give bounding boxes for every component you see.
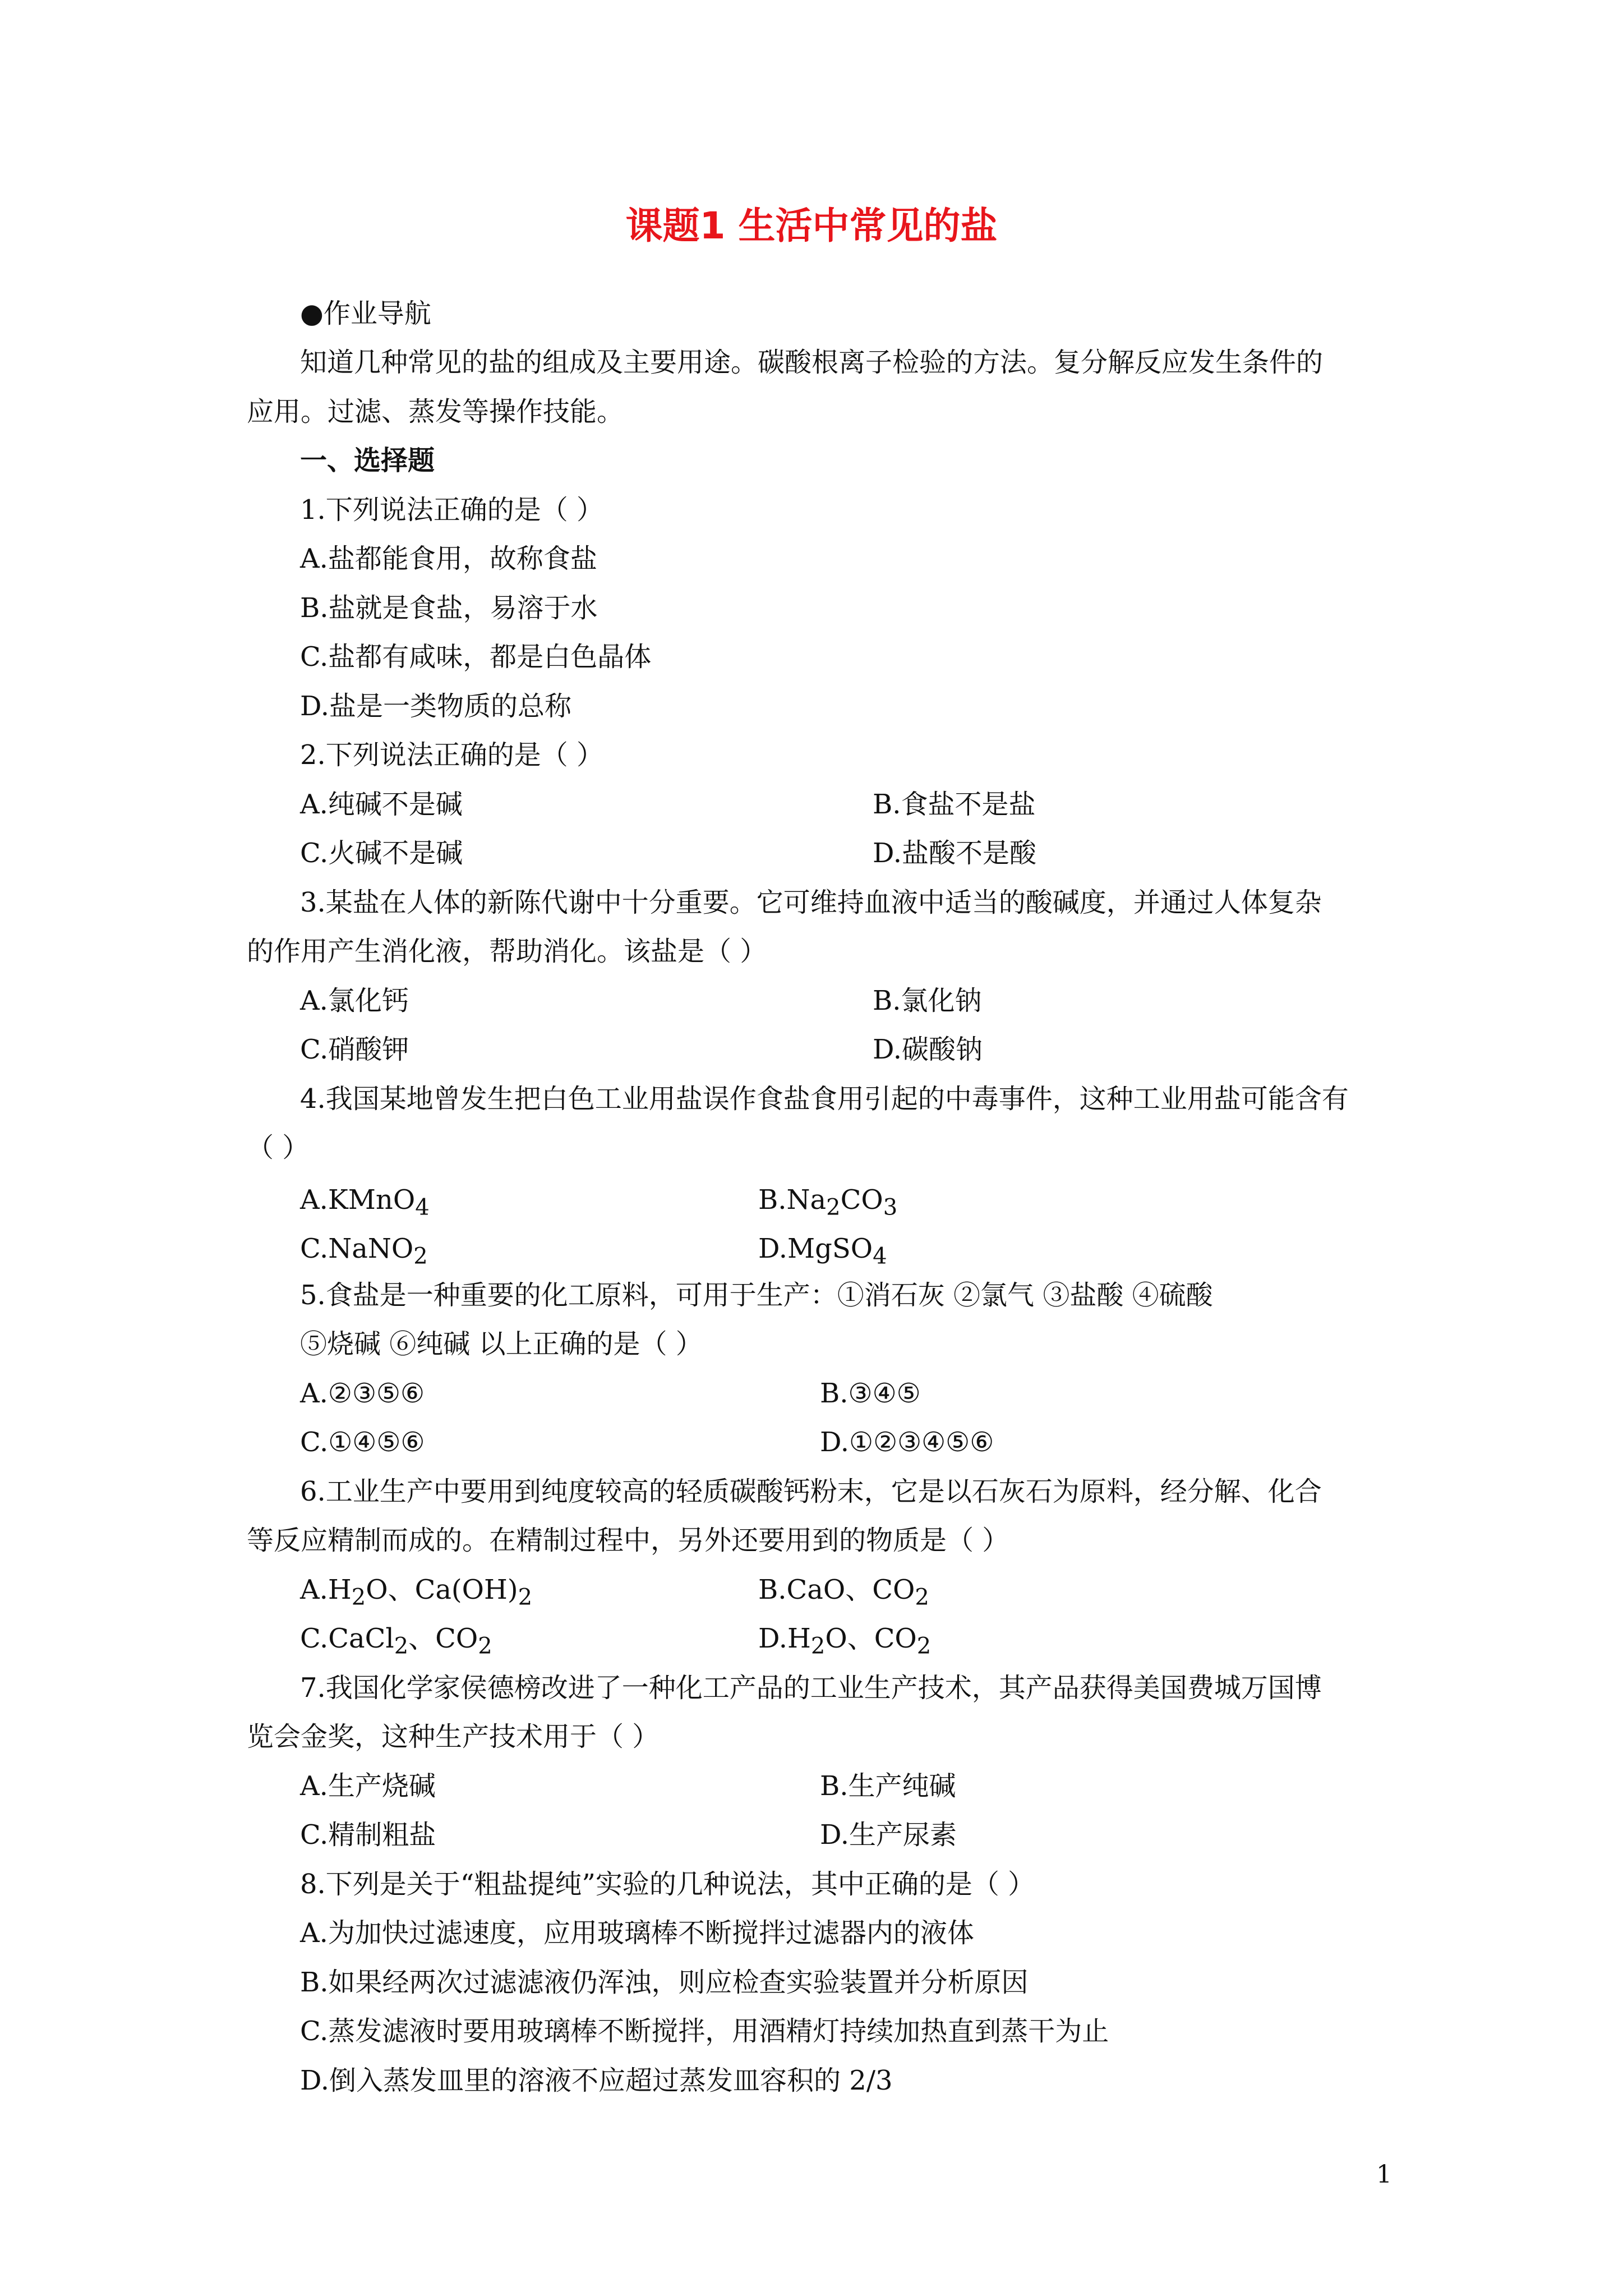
q3-stem-line-1: 3.某盐在人体的新陈代谢中十分重要。它可维持血液中适当的酸碱度，并通过人体复杂 <box>300 887 1322 918</box>
nav-heading: ●作业导航 <box>300 298 431 329</box>
q4-option-a: A.KMnO$_4$ <box>300 1184 430 1221</box>
q1-option-d: D.盐是一类物质的总称 <box>300 691 572 722</box>
q5-stem-line-1: 5.食盐是一种重要的化工原料，可用于生产：①消石灰 ②氯气 ③盐酸 ④硫酸 <box>300 1280 1213 1311</box>
q8-option-b: B.如果经两次过滤滤液仍浑浊，则应检查实验装置并分析原因 <box>300 1967 1029 1998</box>
q5-option-a: A.②③⑤⑥ <box>300 1378 425 1409</box>
q2-option-b: B.食盐不是盐 <box>873 789 1036 820</box>
q7-option-b: B.生产纯碱 <box>820 1770 956 1802</box>
q5-option-b: B.③④⑤ <box>820 1378 921 1409</box>
q2-stem: 2.下列说法正确的是（ ） <box>300 739 604 771</box>
q2-option-c: C.火碱不是碱 <box>300 838 463 869</box>
q1-option-a: A.盐都能食用，故称食盐 <box>300 543 597 574</box>
q6-stem-line-1: 6.工业生产中要用到纯度较高的轻质碳酸钙粉末，它是以石灰石为原料，经分解、化合 <box>300 1476 1322 1507</box>
q7-stem-line-2: 览会金奖，这种生产技术用于（ ） <box>247 1721 660 1752</box>
q2-option-d: D.盐酸不是酸 <box>873 838 1037 869</box>
q1-option-c: C.盐都有咸味，都是白色晶体 <box>300 641 652 673</box>
q6-stem-line-2: 等反应精制而成的。在精制过程中，另外还要用到的物质是（ ） <box>247 1525 1009 1556</box>
q3-option-a: A.氯化钙 <box>300 985 409 1016</box>
q6-option-a: $A.H_2O$、$Ca(OH)_2$ <box>300 1574 533 1611</box>
q3-stem-line-2: 的作用产生消化液，帮助消化。该盐是（ ） <box>247 936 767 967</box>
q4-option-b: $B.Na_2CO_3$ <box>758 1184 898 1221</box>
q4-stem-line-1: 4.我国某地曾发生把白色工业用盐误作食盐食用引起的中毒事件，这种工业用盐可能含有 <box>300 1083 1349 1115</box>
q7-option-c: C.精制粗盐 <box>300 1819 436 1851</box>
q8-option-c: C.蒸发滤液时要用玻璃棒不断搅拌，用酒精灯持续加热直到蒸干为止 <box>300 2016 1109 2047</box>
q4-stem-line-2: （ ） <box>247 1132 310 1163</box>
page-title: 课题1 生活中常见的盐 <box>625 204 998 247</box>
q8-option-d: D.倒入蒸发皿里的溶液不应超过蒸发皿容积的 2/3 <box>300 2065 893 2096</box>
q5-option-c: C.①④⑤⑥ <box>300 1427 425 1458</box>
q6-option-d: $D.H_2O$、$CO_2$ <box>758 1623 932 1659</box>
q7-stem-line-1: 7.我国化学家侯德榜改进了一种化工产品的工业生产技术，其产品获得美国费城万国博 <box>300 1672 1322 1704</box>
q3-option-d: D.碳酸钠 <box>873 1034 983 1065</box>
q6-option-c: C.CaCl$_2$、$CO_2$ <box>300 1623 492 1659</box>
nav-text-line-1: 知道几种常见的盐的组成及主要用途。碳酸根离子检验的方法。复分解反应发生条件的 <box>300 347 1324 378</box>
q5-stem-line-2: ⑤烧碱 ⑥纯碱 以上正确的是（ ） <box>300 1328 703 1360</box>
q2-option-a: A.纯碱不是碱 <box>300 789 463 820</box>
page-number: 1 <box>1376 2160 1392 2189</box>
section-heading: 一、选择题 <box>300 445 435 476</box>
q7-option-d: D.生产尿素 <box>820 1819 957 1851</box>
q1-option-b: B.盐就是食盐，易溶于水 <box>300 592 598 624</box>
q4-option-d: D.MgSO$_4$ <box>758 1233 887 1269</box>
q5-option-d: D.①②③④⑤⑥ <box>820 1427 994 1458</box>
q6-option-b: B.CaO、$CO_2$ <box>758 1574 929 1611</box>
q3-option-c: C.硝酸钾 <box>300 1034 409 1065</box>
q8-stem: 8.下列是关于“粗盐提纯”实验的几种说法，其中正确的是（ ） <box>300 1869 1035 1900</box>
q3-option-b: B.氯化钠 <box>873 985 982 1016</box>
q8-option-a: A.为加快过滤速度，应用玻璃棒不断搅拌过滤器内的液体 <box>300 1917 974 1949</box>
q4-option-c: C.NaNO$_2$ <box>300 1233 428 1269</box>
q7-option-a: A.生产烧碱 <box>300 1770 436 1802</box>
nav-text-line-2: 应用。过滤、蒸发等操作技能。 <box>247 396 624 427</box>
q1-stem: 1.下列说法正确的是（ ） <box>300 494 604 526</box>
